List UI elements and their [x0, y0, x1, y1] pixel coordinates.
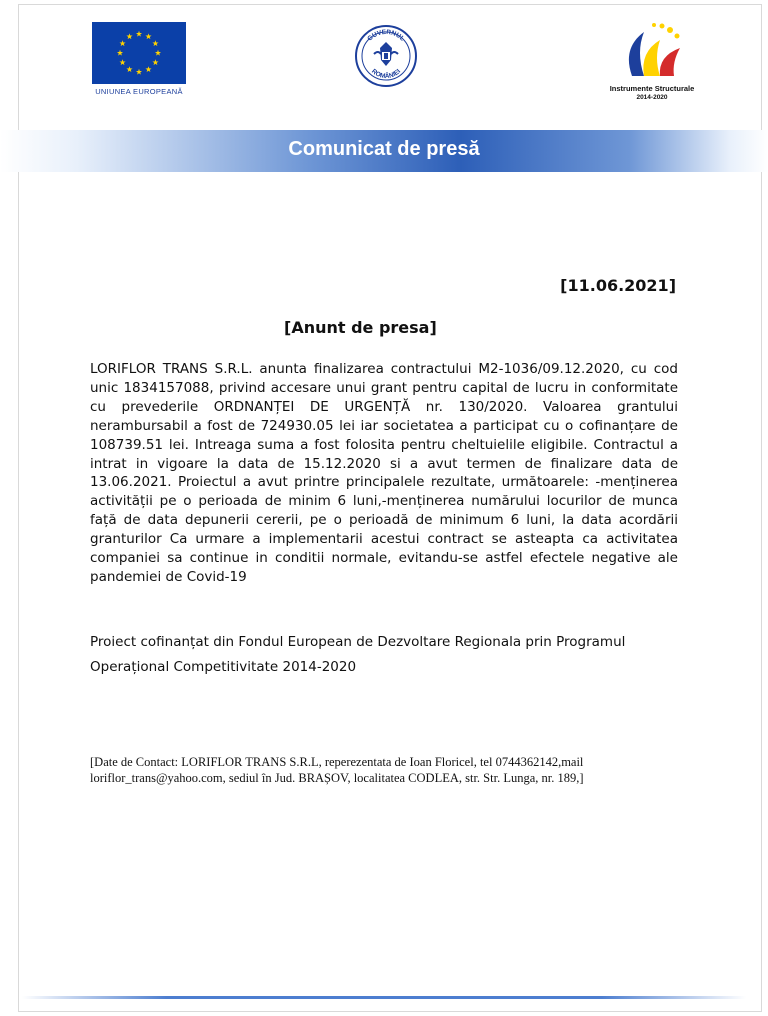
- press-date: [11.06.2021]: [560, 276, 676, 295]
- instrumente-structurale-swoosh-icon: [614, 18, 694, 82]
- press-body: LORIFLOR TRANS S.R.L. anunta finalizarea contractului M2-1036/09.12.2020, cu cod unic 1834157088, privind accesare unui grant pentru capital de lucru in conformitate cu prevederile ORDNANȚEI DE URGENȚĂ nr. 130/2020. Valoarea grantului nerambursabil a fost de 724930.05 lei iar societatea a participat cu o cofinanțare de 108739.51 lei. Intreaga suma a fost folosita pentru cheltuielile eligibile. Contractul a intrat in vigoare la data de 15.12.2020 si a avut termen de finalizare data de 13.06.2021. Proiectul a avut printre principalele rezultate, următoarele: -menținerea activității pe o perioada de minim 6 luni,-menținerea numărului locurilor de munca față de data depunerii cererii, pe o perioadă de minimum 6 luni, la data acordării granturilor Ca urmare a implementarii acestui contract se asteapta ca activitatea companiei sa continue in conditii normale, evitandu-se astfel efectele negative ale pandemiei de Covid-19: [90, 361, 678, 585]
- eu-flag-icon: [92, 22, 186, 84]
- funding-line-2: Operațional Competitivitate 2014-2020: [90, 659, 357, 675]
- announcement-title: [Anunt de presa]: [284, 318, 437, 337]
- is-caption-title: Instrumente Structurale: [609, 84, 695, 93]
- svg-text:GUVERNUL: GUVERNUL: [366, 28, 406, 43]
- eu-caption: UNIUNEA EUROPEANĂ: [95, 87, 183, 96]
- instrumente-structurale-logo: [596, 18, 708, 102]
- svg-text:ROMÂNIEI: ROMÂNIEI: [370, 67, 403, 81]
- contact-line-2: loriflor_trans@yahoo.com, sediul în Jud. BRAȘOV, localitatea CODLEA, str. Str. Lunga, nr. 189,]: [90, 771, 584, 785]
- funding-statement: [90, 630, 690, 680]
- funding-line-1: Proiect cofinanțat din Fondul European de Dezvoltare Regionala prin Programul: [90, 634, 626, 650]
- government-seal-icon: [354, 24, 418, 88]
- title-banner: [0, 130, 768, 172]
- eu-logo: [92, 22, 186, 96]
- contact-line-1: [Date de Contact: LORIFLOR TRANS S.R.L, reperezentata de Ioan Floricel, tel 0744362142,mail: [90, 755, 584, 769]
- banner-title: Comunicat de presă: [288, 138, 480, 160]
- contact-details: [90, 754, 690, 786]
- bottom-divider: [22, 996, 746, 999]
- is-caption-years: 2014-2020: [636, 94, 668, 101]
